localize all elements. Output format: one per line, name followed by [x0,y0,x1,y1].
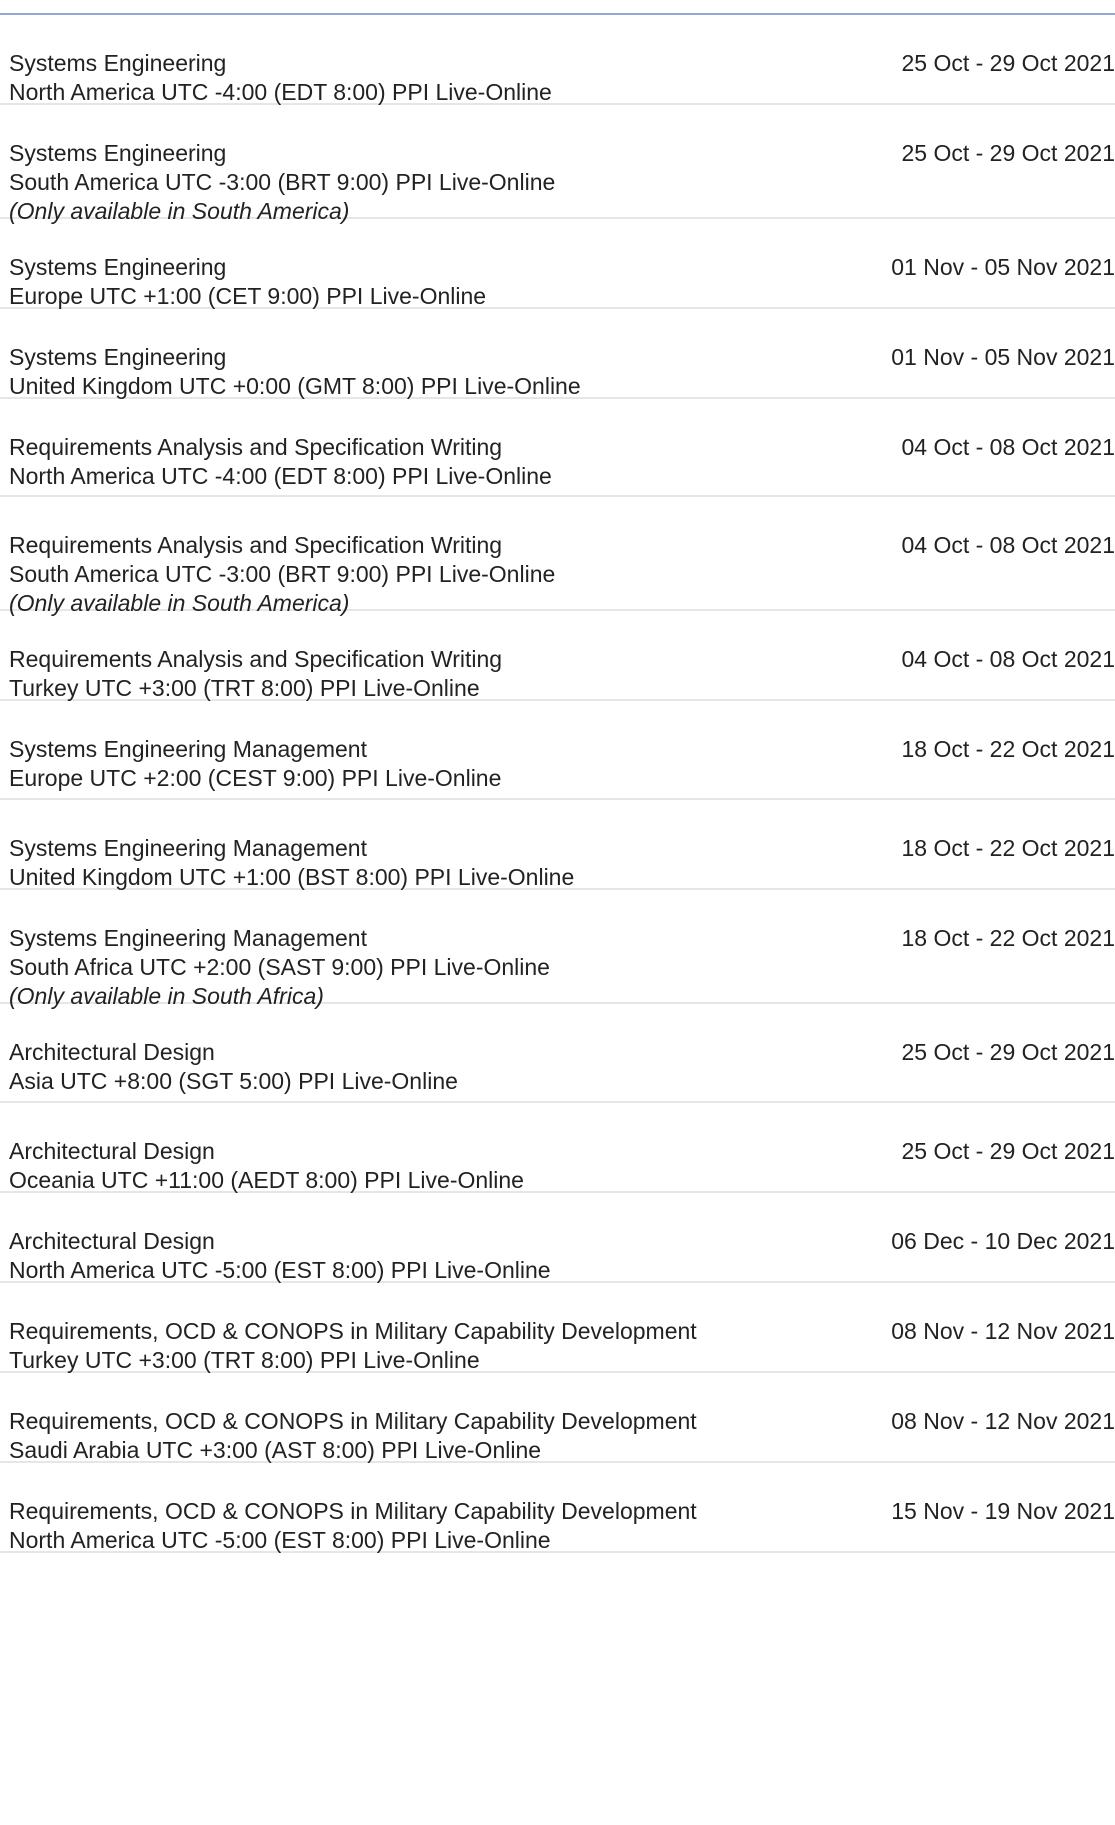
course-row[interactable] [0,105,1115,224]
course-info [9,924,829,1011]
course-row[interactable] [0,399,1115,497]
course-info [9,433,829,491]
course-location: South America UTC -3:00 (BRT 9:00) PPI Live-Online [9,169,556,195]
course-location: North America UTC -5:00 (EST 8:00) PPI Live-Online [9,1257,551,1283]
course-title: Systems Engineering Management [9,925,367,951]
course-row[interactable] [0,1373,1115,1463]
course-row[interactable] [0,1193,1115,1283]
course-row[interactable] [0,1103,1115,1193]
course-location: South Africa UTC +2:00 (SAST 9:00) PPI Live-Online [9,954,550,980]
course-dates: 25 Oct - 29 Oct 2021 [901,50,1115,76]
course-row[interactable] [0,701,1115,800]
course-title: Systems Engineering Management [9,736,367,762]
course-location: South America UTC -3:00 (BRT 9:00) PPI Live-Online [9,561,556,587]
course-dates: 01 Nov - 05 Nov 2021 [891,254,1115,280]
course-location: United Kingdom UTC +0:00 (GMT 8:00) PPI Live-Online [9,373,581,399]
course-dates: 04 Oct - 08 Oct 2021 [901,532,1115,558]
course-row[interactable] [0,1283,1115,1373]
course-dates: 25 Oct - 29 Oct 2021 [901,1138,1115,1164]
course-dates: 25 Oct - 29 Oct 2021 [901,140,1115,166]
course-title: Requirements, OCD & CONOPS in Military Capability Development [9,1318,697,1344]
availability-note: (Only available in South America) [9,590,350,616]
course-location: Europe UTC +1:00 (CET 9:00) PPI Live-Online [9,283,487,309]
course-dates: 06 Dec - 10 Dec 2021 [891,1228,1115,1254]
course-title: Architectural Design [9,1138,215,1164]
availability-note: (Only available in South America) [9,198,350,224]
course-title: Architectural Design [9,1228,215,1254]
course-info [9,1227,829,1285]
course-dates: 08 Nov - 12 Nov 2021 [891,1408,1115,1434]
course-location: United Kingdom UTC +1:00 (BST 8:00) PPI Live-Online [9,864,575,890]
course-row[interactable] [0,890,1115,1009]
course-row[interactable] [0,611,1115,701]
course-location: Turkey UTC +3:00 (TRT 8:00) PPI Live-Online [9,1347,480,1373]
course-title: Systems Engineering Management [9,835,367,861]
course-title: Architectural Design [9,1039,215,1065]
course-info [9,645,829,703]
course-dates: 08 Nov - 12 Nov 2021 [891,1318,1115,1344]
course-info [9,343,829,401]
availability-note: (Only available in South Africa) [9,983,324,1009]
course-title: Requirements, OCD & CONOPS in Military Capability Development [9,1498,697,1524]
course-location: Saudi Arabia UTC +3:00 (AST 8:00) PPI Live-Online [9,1437,542,1463]
course-location: North America UTC -4:00 (EDT 8:00) PPI Live-Online [9,463,552,489]
course-title: Requirements, OCD & CONOPS in Military Capability Development [9,1408,697,1434]
course-info [9,1407,829,1465]
course-info [9,1137,829,1195]
course-info [9,253,829,311]
course-title: Systems Engineering [9,50,227,76]
course-schedule-list [0,15,1115,1553]
course-location: Turkey UTC +3:00 (TRT 8:00) PPI Live-Online [9,675,480,701]
course-title: Systems Engineering [9,254,227,280]
course-title: Requirements Analysis and Specification Writing [9,646,503,672]
course-row[interactable] [0,800,1115,890]
course-info [9,139,829,226]
course-title: Requirements Analysis and Specification Writing [9,434,503,460]
course-dates: 25 Oct - 29 Oct 2021 [901,1039,1115,1065]
course-title: Systems Engineering [9,140,227,166]
course-location: Europe UTC +2:00 (CEST 9:00) PPI Live-Online [9,765,502,791]
course-info [9,834,829,892]
course-dates: 15 Nov - 19 Nov 2021 [891,1498,1115,1524]
course-row[interactable] [0,1004,1115,1103]
course-info [9,1038,829,1096]
course-row[interactable] [0,15,1115,105]
course-location: Asia UTC +8:00 (SGT 5:00) PPI Live-Online [9,1068,458,1094]
course-info [9,1317,829,1375]
course-info [9,49,829,107]
course-dates: 04 Oct - 08 Oct 2021 [901,434,1115,460]
course-info [9,1497,829,1555]
course-location: Oceania UTC +11:00 (AEDT 8:00) PPI Live-Online [9,1167,524,1193]
course-row[interactable] [0,219,1115,309]
course-dates: 04 Oct - 08 Oct 2021 [901,646,1115,672]
course-row[interactable] [0,497,1115,616]
course-location: North America UTC -5:00 (EST 8:00) PPI Live-Online [9,1527,551,1553]
course-info [9,531,829,618]
course-location: North America UTC -4:00 (EDT 8:00) PPI Live-Online [9,79,552,105]
course-row[interactable] [0,1463,1115,1553]
course-dates: 18 Oct - 22 Oct 2021 [901,835,1115,861]
course-dates: 01 Nov - 05 Nov 2021 [891,344,1115,370]
course-info [9,735,829,793]
course-title: Systems Engineering [9,344,227,370]
course-title: Requirements Analysis and Specification Writing [9,532,503,558]
course-row[interactable] [0,309,1115,399]
course-dates: 18 Oct - 22 Oct 2021 [901,736,1115,762]
course-dates: 18 Oct - 22 Oct 2021 [901,925,1115,951]
